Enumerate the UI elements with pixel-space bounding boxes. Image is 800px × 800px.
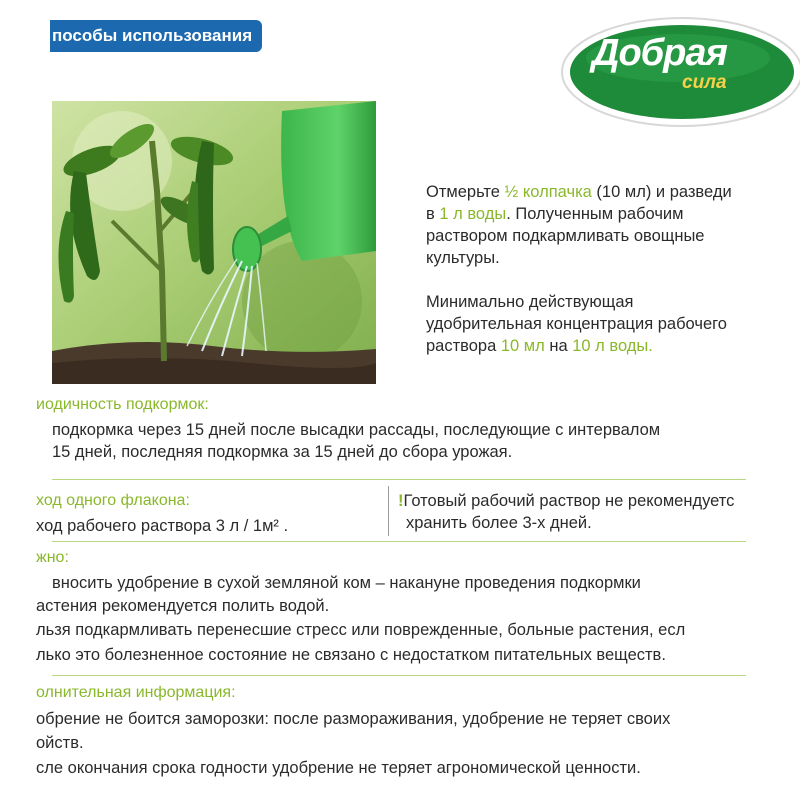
divider bbox=[52, 675, 746, 676]
periodicity-title: иодичность подкормок: bbox=[36, 396, 209, 413]
important-line-1: вносить удобрение в сухой земляной ком – накануне проведения подкормки bbox=[52, 574, 641, 592]
divider bbox=[52, 541, 746, 542]
additional-line-3: сле окончания срока годности удобрение не теряет агрономической ценности. bbox=[36, 759, 641, 777]
instruction-line-1: Отмерьте ½ колпачка (10 мл) и разведи bbox=[426, 183, 732, 201]
instruction-line-4: культуры. bbox=[426, 249, 500, 267]
important-line-3: льзя подкармливать перенесшие стресс или поврежденные, больные растения, есл bbox=[36, 621, 686, 639]
important-line-4: лько это болезненное состояние не связано с недостатком питательных веществ. bbox=[36, 646, 666, 664]
watering-plant-photo bbox=[52, 101, 376, 384]
logo-subword: сила bbox=[682, 72, 727, 93]
additional-line-2: ойств. bbox=[36, 734, 84, 752]
logo-wordmark: Добрая bbox=[592, 32, 727, 74]
divider bbox=[52, 479, 746, 480]
important-title: жно: bbox=[36, 549, 69, 566]
section-header-tab: пособы использования bbox=[50, 20, 262, 52]
periodicity-line-1: подкормка через 15 дней после высадки рассады, последующие с интервалом bbox=[52, 421, 661, 439]
vertical-divider bbox=[388, 486, 389, 536]
additional-line-1: обрение не боится заморозки: после размораживания, удобрение не теряет своих bbox=[36, 710, 671, 728]
concentration-line-1: Минимально действующая bbox=[426, 293, 634, 311]
consumption-title: ход одного флакона: bbox=[36, 492, 190, 509]
concentration-line-3: раствора 10 мл на 10 л воды. bbox=[426, 337, 653, 355]
instruction-line-3: раствором подкармливать овощные bbox=[426, 227, 705, 245]
consumption-line-1: ход рабочего раствора 3 л / 1м² . bbox=[36, 517, 289, 535]
warning-line-2: хранить более 3-х дней. bbox=[406, 514, 592, 532]
warning-line-1: !Готовый рабочий раствор не рекомендуетс bbox=[398, 492, 735, 510]
concentration-line-2: удобрительная концентрация рабочего bbox=[426, 315, 727, 333]
additional-title: олнительная информация: bbox=[36, 684, 236, 701]
periodicity-line-2: 15 дней, последняя подкормка за 15 дней до сбора урожая. bbox=[52, 443, 513, 461]
instruction-line-2: в 1 л воды. Полученным рабочим bbox=[426, 205, 684, 223]
important-line-2: астения рекомендуется полить водой. bbox=[36, 597, 330, 615]
